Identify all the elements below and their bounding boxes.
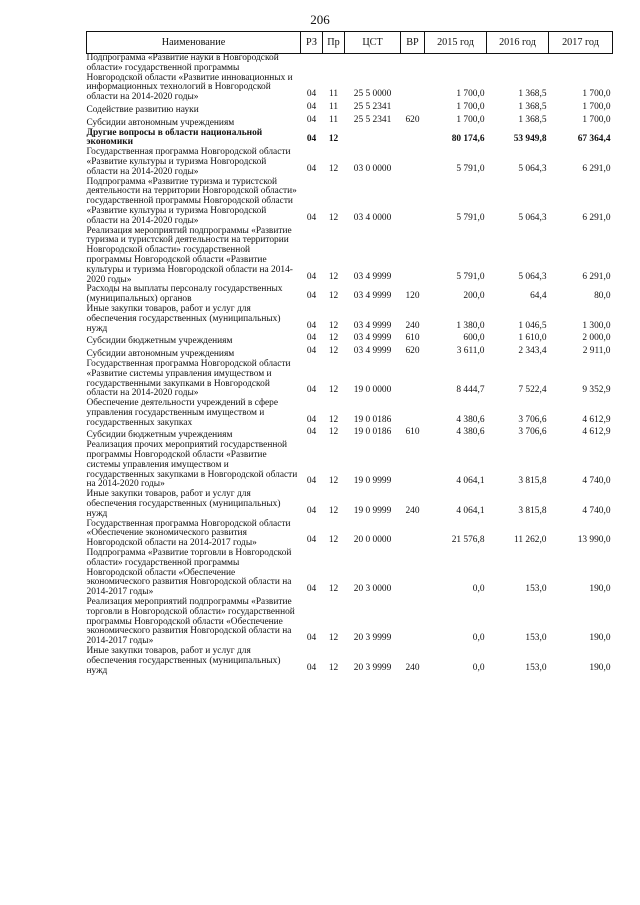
- cell-name: Подпрограмма «Развитие науки в Новгородской области» государственной программы Новгородской области «Развитие инновационных и информационных технологий в Новгородской области на 2014-2020 годы»: [86, 53, 293, 103]
- cell-2015: 200,0: [463, 291, 485, 302]
- cell-pr: 12: [328, 385, 339, 396]
- cell-cst: 20 3 0000: [353, 584, 392, 595]
- cell-2015: 5 791,0: [456, 212, 485, 223]
- cell-vr: [401, 129, 425, 149]
- cell-vr: 610: [405, 427, 420, 438]
- cell-rz: 04: [306, 385, 317, 396]
- header-pr: Пр: [323, 32, 345, 54]
- cell-2016: 153,0: [525, 662, 547, 673]
- cell-name: Субсидии автономным учреждениям: [86, 117, 235, 128]
- cell-2015: 4 380,6: [456, 427, 485, 438]
- table-row: [87, 399, 613, 428]
- cell-rz: 04: [306, 163, 317, 174]
- table-row: [87, 116, 613, 129]
- cell-cst: [345, 129, 401, 149]
- cell-2016: 64,4: [530, 291, 547, 302]
- cell-vr: [401, 598, 425, 647]
- cell-rz: 04: [306, 114, 317, 125]
- cell-cst: 19 0 9999: [353, 505, 392, 516]
- table-row: [87, 520, 613, 549]
- cell-pr: 12: [328, 505, 339, 516]
- table-row: [87, 647, 613, 676]
- cell-rz: 04: [306, 662, 317, 673]
- cell-vr: [401, 441, 425, 490]
- cell-2015: 8 444,7: [456, 385, 485, 396]
- cell-2017: 190,0: [589, 584, 611, 595]
- cell-2015: 1 700,0: [456, 101, 485, 112]
- table-header: [87, 32, 613, 54]
- cell-pr: 12: [328, 271, 339, 282]
- cell-2015: 0,0: [472, 633, 485, 644]
- cell-2016: 153,0: [525, 584, 547, 595]
- cell-pr: 11: [328, 114, 339, 125]
- cell-rz: 04: [306, 476, 317, 487]
- cell-2016: 1 368,5: [518, 101, 547, 112]
- cell-2016: 1 046,5: [518, 320, 547, 331]
- cell-pr: 11: [328, 101, 339, 112]
- table-row: [87, 490, 613, 519]
- cell-cst: 03 0 0000: [353, 163, 392, 174]
- table-row: [87, 441, 613, 490]
- header-vr: ВР: [401, 32, 425, 54]
- cell-name: Реализация прочих мероприятий государственной программы Новгородской области «Развитие системы управления имуществом и государственных закупками в Новгородской области на 2014-2020 годы»: [86, 440, 298, 490]
- cell-2016: 3 815,8: [518, 505, 547, 516]
- cell-vr: 240: [405, 320, 420, 331]
- cell-vr: 120: [405, 291, 420, 302]
- cell-pr: 12: [328, 427, 339, 438]
- cell-pr: 12: [328, 134, 339, 145]
- cell-pr: 11: [328, 89, 339, 100]
- cell-cst: 03 4 0000: [353, 212, 392, 223]
- cell-2017: 4 740,0: [582, 476, 611, 487]
- cell-name: Иные закупки товаров, работ и услуг для обеспечения государственных (муниципальных) нужд: [86, 646, 281, 676]
- cell-cst: 19 0 0186: [353, 414, 392, 425]
- cell-2015: 1 380,0: [456, 320, 485, 331]
- table-row: [87, 347, 613, 360]
- cell-rz: 04: [306, 505, 317, 516]
- cell-2017: 1 700,0: [582, 89, 611, 100]
- cell-2017: 67 364,4: [577, 134, 611, 145]
- table-row: [87, 285, 613, 305]
- cell-2016: 1 368,5: [518, 89, 547, 100]
- cell-rz: 04: [306, 584, 317, 595]
- cell-2015: 80 174,6: [451, 134, 485, 145]
- cell-pr: 12: [328, 535, 339, 546]
- cell-cst: 19 0 0186: [353, 427, 392, 438]
- table-row: [87, 178, 613, 227]
- cell-2017: 190,0: [589, 633, 611, 644]
- budget-table: [86, 31, 613, 676]
- cell-name: Подпрограмма «Развитие туризма и туристской деятельности на территории Новгородской области» государственной программы Новгородской области «Развитие культуры и туризма Новгородской области на 2014-2020 годы»: [86, 176, 297, 226]
- cell-cst: 25 5 0000: [353, 89, 392, 100]
- cell-cst: 25 5 2341: [353, 101, 392, 112]
- cell-name: Субсидии автономным учреждениям: [86, 349, 235, 360]
- cell-rz: 04: [306, 333, 317, 344]
- cell-pr: 12: [328, 584, 339, 595]
- cell-rz: 04: [306, 346, 317, 357]
- cell-2016: 2 343,4: [518, 346, 547, 357]
- cell-rz: 04: [306, 291, 317, 302]
- cell-2017: 80,0: [594, 291, 611, 302]
- header-rz: РЗ: [301, 32, 323, 54]
- cell-vr: [401, 103, 425, 116]
- cell-cst: 03 4 9999: [353, 346, 392, 357]
- table-row: [87, 598, 613, 647]
- cell-2016: 3 815,8: [518, 476, 547, 487]
- cell-cst: 03 4 9999: [353, 320, 392, 331]
- header-name: Наименование: [87, 32, 301, 54]
- cell-pr: 12: [328, 662, 339, 673]
- cell-vr: [401, 360, 425, 399]
- cell-name: Содействие развитию науки: [86, 104, 199, 115]
- cell-name: Субсидии бюджетным учреждениям: [86, 336, 233, 347]
- cell-2016: 11 262,0: [514, 535, 547, 546]
- cell-2016: 3 706,6: [518, 427, 547, 438]
- table-row: [87, 305, 613, 334]
- cell-2016: 153,0: [525, 633, 547, 644]
- cell-2017: 190,0: [589, 662, 611, 673]
- cell-pr: 12: [328, 346, 339, 357]
- cell-rz: 04: [306, 212, 317, 223]
- cell-vr: 620: [405, 114, 420, 125]
- cell-rz: 04: [306, 134, 317, 145]
- cell-rz: 04: [306, 89, 317, 100]
- cell-2015: 4 064,1: [456, 505, 485, 516]
- cell-pr: 12: [328, 476, 339, 487]
- header-2015: 2015 год: [425, 32, 487, 54]
- cell-2016: 1 368,5: [518, 114, 547, 125]
- cell-rz: 04: [306, 414, 317, 425]
- cell-2016: 7 522,4: [518, 385, 547, 396]
- cell-rz: 04: [306, 320, 317, 331]
- cell-2015: 3 611,0: [456, 346, 485, 357]
- cell-2017: 4 612,9: [582, 427, 611, 438]
- cell-2017: 4 740,0: [582, 505, 611, 516]
- cell-2016: 5 064,3: [518, 163, 547, 174]
- cell-2015: 600,0: [463, 333, 485, 344]
- cell-name: Государственная программа Новгородской области «Развитие системы управления имуществом и государственными закупками в Новгородской области на 2014-2020 годы»: [86, 358, 291, 399]
- cell-vr: 240: [405, 662, 420, 673]
- header-2017: 2017 год: [549, 32, 613, 54]
- cell-2017: 9 352,9: [582, 385, 611, 396]
- cell-rz: 04: [306, 633, 317, 644]
- cell-vr: [401, 148, 425, 177]
- cell-pr: 12: [328, 163, 339, 174]
- cell-vr: 620: [405, 346, 420, 357]
- table-row: [87, 360, 613, 399]
- cell-cst: 20 3 9999: [353, 633, 392, 644]
- cell-2017: 6 291,0: [582, 163, 611, 174]
- page-number: 206: [310, 12, 330, 27]
- cell-2015: 4 380,6: [456, 414, 485, 425]
- table-row: [87, 129, 613, 149]
- cell-name: Другие вопросы в области национальной экономики: [86, 127, 263, 148]
- table-row: [87, 227, 613, 286]
- cell-2017: 6 291,0: [582, 212, 611, 223]
- cell-name: Расходы на выплаты персоналу государственных (муниципальных) органов: [86, 284, 283, 305]
- header-2016: 2016 год: [487, 32, 549, 54]
- cell-vr: [401, 178, 425, 227]
- cell-rz: 04: [306, 427, 317, 438]
- cell-name: Реализация мероприятий подпрограммы «Развитие торговли в Новгородской области» государственной программы Новгородской области «Обеспечение экономического развития Новгородской области на 2014-2017 годы»: [86, 597, 295, 647]
- cell-name: Иные закупки товаров, работ и услуг для обеспечения государственных (муниципальных) нужд: [86, 489, 281, 519]
- cell-cst: 19 0 0000: [353, 385, 392, 396]
- cell-name: Подпрограмма «Развитие торговли в Новгородской области» государственной программы Новгородской области «Обеспечение экономического развития Новгородской области на 2014-2017 годы»: [86, 548, 292, 598]
- cell-vr: [401, 399, 425, 428]
- cell-2015: 1 700,0: [456, 114, 485, 125]
- table-row: [87, 54, 613, 103]
- cell-2015: 5 791,0: [456, 163, 485, 174]
- cell-name: Субсидии бюджетным учреждениям: [86, 430, 233, 441]
- cell-name: Государственная программа Новгородской области «Развитие культуры и туризма Новгородской области на 2014-2020 годы»: [86, 147, 291, 177]
- cell-pr: 12: [328, 212, 339, 223]
- cell-vr: 240: [405, 505, 420, 516]
- cell-2015: 4 064,1: [456, 476, 485, 487]
- cell-2016: 1 610,0: [518, 333, 547, 344]
- cell-cst: 25 5 2341: [353, 114, 392, 125]
- cell-pr: 12: [328, 414, 339, 425]
- cell-2017: 6 291,0: [582, 271, 611, 282]
- cell-name: Иные закупки товаров, работ и услуг для обеспечения государственных (муниципальных) нужд: [86, 303, 281, 334]
- cell-2016: 5 064,3: [518, 271, 547, 282]
- cell-cst: 19 0 9999: [353, 476, 392, 487]
- table-row: [87, 103, 613, 116]
- cell-name: Обеспечение деятельности учреждений в сфере управления государственным имуществом и государственных закупках: [86, 398, 279, 428]
- cell-rz: 04: [306, 101, 317, 112]
- cell-2015: 21 576,8: [451, 535, 485, 546]
- table-row: [87, 148, 613, 177]
- cell-vr: [401, 520, 425, 549]
- cell-name: Государственная программа Новгородской области «Обеспечение экономического развития Новгородской области на 2014-2017 годы»: [86, 518, 291, 549]
- cell-vr: 610: [405, 333, 420, 344]
- cell-vr: [401, 227, 425, 286]
- header-cst: ЦСТ: [345, 32, 401, 54]
- cell-2017: 4 612,9: [582, 414, 611, 425]
- cell-cst: 20 0 0000: [353, 535, 392, 546]
- cell-2015: 1 700,0: [456, 89, 485, 100]
- cell-cst: 03 4 9999: [353, 291, 392, 302]
- cell-cst: 03 4 9999: [353, 333, 392, 344]
- cell-rz: 04: [306, 535, 317, 546]
- cell-pr: 12: [328, 320, 339, 331]
- cell-2015: 0,0: [472, 584, 485, 595]
- cell-2017: 2 000,0: [582, 333, 611, 344]
- cell-2017: 1 700,0: [582, 114, 611, 125]
- cell-name: Реализация мероприятий подпрограммы «Развитие туризма и туристской деятельности на территории Новгородской области» государственной программы Новгородской области «Развитие культуры и туризма Новгородской области на 2014-2020 годы»: [86, 225, 293, 285]
- table-row: [87, 549, 613, 598]
- cell-cst: 20 3 9999: [353, 662, 392, 673]
- cell-2015: 5 791,0: [456, 271, 485, 282]
- cell-2017: 1 700,0: [582, 101, 611, 112]
- cell-2017: 2 911,0: [582, 346, 611, 357]
- cell-vr: [401, 54, 425, 103]
- cell-pr: 12: [328, 291, 339, 302]
- cell-2016: 53 949,8: [513, 134, 547, 145]
- cell-pr: 12: [328, 333, 339, 344]
- cell-2017: 13 990,0: [577, 535, 611, 546]
- cell-2017: 1 300,0: [582, 320, 611, 331]
- cell-2016: 5 064,3: [518, 212, 547, 223]
- cell-pr: 12: [328, 633, 339, 644]
- table-body: [87, 54, 613, 677]
- cell-vr: [401, 549, 425, 598]
- cell-2015: 0,0: [472, 662, 485, 673]
- cell-rz: 04: [306, 271, 317, 282]
- cell-cst: 03 4 9999: [353, 271, 392, 282]
- cell-2016: 3 706,6: [518, 414, 547, 425]
